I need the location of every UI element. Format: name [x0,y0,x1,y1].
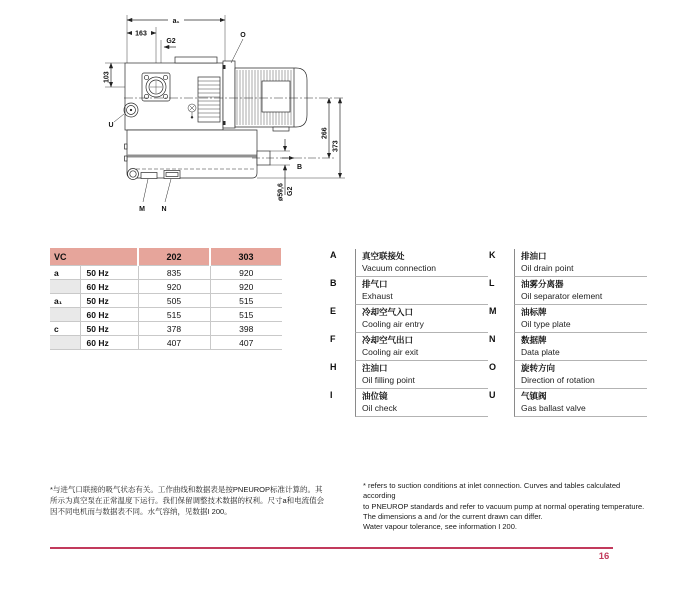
legend-key: N [489,334,496,344]
footnote-en-line1: * refers to suction conditions at inlet connection. Curves and tables calculated according [363,481,621,501]
legend-item-N [489,333,647,361]
dim-163-label: 163 [135,30,147,38]
motor [235,68,307,131]
dim-373-label: 373 [332,140,340,152]
legend-item-E [330,305,488,333]
oil-reservoir-base [125,130,258,178]
value-202: 505 [138,294,210,308]
pump-dimension-drawing [80,5,398,220]
dim-label: a₁ [50,294,80,308]
table-header-303: 303 [210,248,282,266]
footnote-chinese [50,484,348,517]
value-303: 515 [210,308,282,322]
freq-label: 60 Hz [80,280,138,294]
legend-zh: 排气口 [362,279,388,289]
freq-label: 50 Hz [80,322,138,336]
legend-item-K [489,249,647,277]
footnote-en-line3: The dimensions a and /or the current drawn can differ. [363,511,543,521]
footnote-en-line2: to PNEUROP standards and refer to vacuum pump at normal operating temperature. [363,501,645,511]
legend-item-M [489,305,647,333]
footnote-zh-line1: *与进气口联接的吸气状态有关。工作曲线和数据表是按PNEUROP标准计算的。其 [50,485,323,494]
legend-key: B [330,278,337,288]
oil-sight-glass [128,169,139,180]
legend-zh: 排油口 [521,251,547,261]
legend-column-left [330,249,488,417]
value-303: 407 [210,336,282,350]
oil-type-plate [141,173,157,179]
dim-label: a [50,266,80,280]
legend-item-F [330,333,488,361]
legend-zh: 旋转方向 [521,363,556,373]
legend-zh: 油雾分离器 [521,279,564,289]
legend-item-B [330,277,488,305]
coupling-housing [223,61,235,128]
gas-ballast-label: U [108,122,114,129]
page-number: 16 [598,551,610,562]
legend-key: O [489,362,497,372]
legend-en: Cooling air entry [362,319,424,329]
value-303: 515 [210,294,282,308]
drawing-linework [105,15,345,202]
oil-type-plate-label: M [139,206,145,213]
freq-label: 60 Hz [80,308,138,322]
legend-zh: 真空联接处 [362,251,405,261]
legend-item-H [330,361,488,389]
dim-label [50,336,80,350]
legend-zh: 数据牌 [521,335,547,345]
legend-en: Direction of rotation [521,375,595,385]
legend-en: Oil type plate [521,319,571,329]
legend-en: Oil separator element [521,291,603,301]
legend-key: A [330,250,337,260]
legend-key: E [330,306,337,316]
table-row [50,308,282,322]
vacuum-connection-flange [142,73,170,101]
freq-label: 50 Hz [80,294,138,308]
footnote-en-line4: Water vapour tolerance, see information I 200. [363,522,517,532]
legend-en: Exhaust [362,291,393,301]
legend-item-A [330,249,488,277]
dim-g2-top-label: G2 [166,38,176,45]
footnote-zh-line2: 所示为真空泵在正常温度下运行。我们保留调整技术数据的权利。尺寸a和电流值会 [50,496,325,505]
legend-zh: 冷却空气出口 [362,335,414,345]
exhaust-label: B [297,164,303,171]
dimension-table [50,248,283,350]
table-header-model: VC [50,248,138,266]
value-303: 920 [210,266,282,280]
legend-item-O [489,361,647,389]
legend-en: Gas ballast valve [521,403,586,413]
legend-en: Data plate [521,347,560,357]
dim-a1-label: a₁ [172,18,180,25]
legend-en: Oil check [362,403,397,413]
legend-key: M [489,306,497,316]
pump-drawing-svg [80,5,398,220]
legend-zh: 油位镜 [362,391,388,401]
legend-item-L [489,277,647,305]
footnote-zh-line3: 因不同电机而与数据表不同。水气容纳，见数据I 200。 [50,507,232,516]
table-header-row [50,248,282,266]
legend-key: K [489,250,496,260]
legend-column-right [489,249,647,417]
dim-diameter-label: ø59,6 [277,183,285,201]
legend-en: Vacuum connection [362,263,437,273]
legend-key: I [330,390,333,400]
table-row [50,322,282,336]
legend-zh: 气镇阀 [521,391,547,401]
table-row [50,294,282,308]
table-row [50,266,282,280]
legend-en: Cooling air exit [362,347,419,357]
dim-103-label: 103 [103,71,111,83]
legend-zh: 冷却空气入口 [362,307,414,317]
value-202: 835 [138,266,210,280]
table-row [50,336,282,350]
table-row [50,280,282,294]
legend-en: Oil filling point [362,375,415,385]
legend-zh: 油标牌 [521,307,547,317]
footnote-english [363,481,651,532]
value-303: 398 [210,322,282,336]
value-202: 407 [138,336,210,350]
value-202: 920 [138,280,210,294]
legend-item-I [330,389,488,417]
legend-key: L [489,278,495,288]
legend-key: H [330,362,337,372]
legend-item-U [489,389,647,417]
footer-rule [50,547,613,549]
legend-key: F [330,334,336,344]
data-plate [164,171,180,179]
freq-label: 50 Hz [80,266,138,280]
legend-key: U [489,390,496,400]
legend-en: Oil drain point [521,263,574,273]
value-202: 378 [138,322,210,336]
rotation-direction-label: O [240,32,246,39]
freq-label: 60 Hz [80,336,138,350]
dim-label: c [50,322,80,336]
table-header-202: 202 [138,248,210,266]
dim-266-label: 266 [321,127,329,139]
dim-label [50,308,80,322]
dim-g2-side-label: G2 [287,186,294,196]
legend-zh: 注油口 [362,363,388,373]
pump-cooling-fins [198,77,220,122]
value-202: 515 [138,308,210,322]
data-plate-label: N [161,206,167,213]
value-303: 920 [210,280,282,294]
dim-label [50,280,80,294]
